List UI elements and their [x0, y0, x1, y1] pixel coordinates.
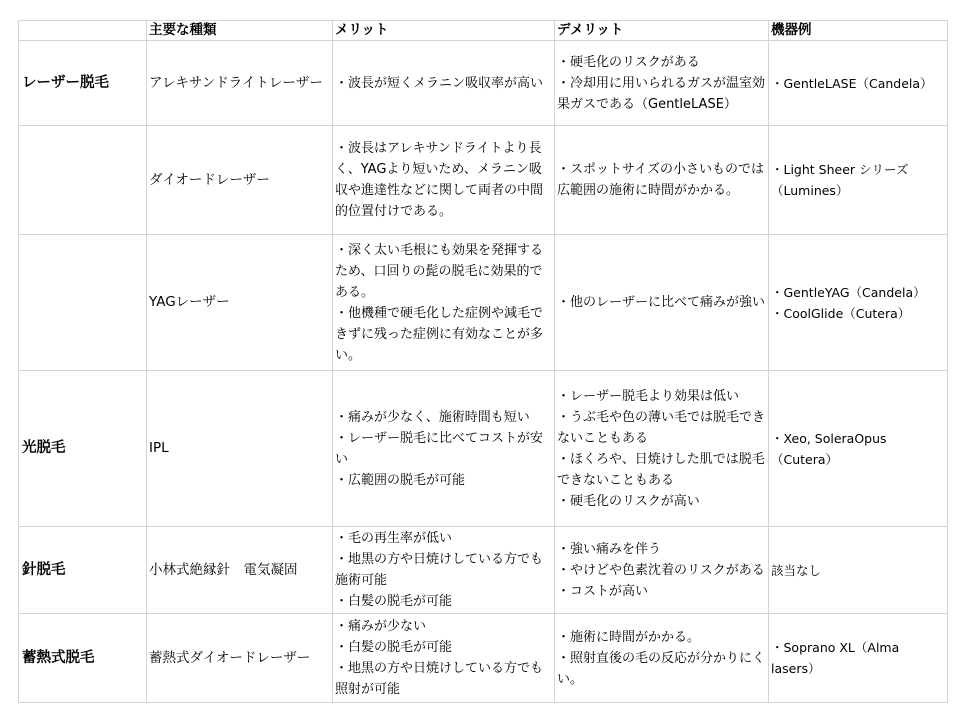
demerits-cell[interactable]: ・施術に時間がかかる。 ・照射直後の毛の反応が分かりにくい。 [555, 614, 769, 703]
header-cell-devices[interactable]: 機器例 [769, 21, 948, 41]
header-cell-demerits[interactable]: デメリット [555, 21, 769, 41]
table-row [19, 235, 948, 371]
demerits-cell[interactable]: ・スポットサイズの小さいものでは広範囲の施術に時間がかかる。 [555, 126, 769, 235]
demerits-cell[interactable]: ・強い痛みを伴う ・やけどや色素沈着のリスクがある ・コストが高い [555, 527, 769, 614]
category-cell[interactable]: 針脱毛 [19, 527, 147, 614]
table-row [19, 614, 948, 703]
devices-cell[interactable]: ・Xeo, SoleraOpus（Cutera） [769, 371, 948, 527]
kind-cell[interactable]: 蓄熱式ダイオードレーザー [147, 614, 333, 703]
kind-cell[interactable]: IPL [147, 371, 333, 527]
demerits-cell[interactable]: ・硬毛化のリスクがある ・冷却用に用いられるガスが温室効果ガスである（GentleLASE） [555, 41, 769, 126]
kind-cell[interactable]: YAGレーザー [147, 235, 333, 371]
devices-cell[interactable]: ・Light Sheer シリーズ（Lumines） [769, 126, 948, 235]
table-row [19, 41, 948, 126]
header-row [19, 21, 948, 41]
category-cell[interactable] [19, 126, 147, 235]
spreadsheet [18, 20, 948, 703]
table-row [19, 371, 948, 527]
header-cell-merits[interactable]: メリット [333, 21, 555, 41]
merits-cell[interactable]: ・痛みが少なく、施術時間も短い ・レーザー脱毛に比べてコストが安い ・広範囲の脱毛が可能 [333, 371, 555, 527]
kind-cell[interactable]: ダイオードレーザー [147, 126, 333, 235]
category-cell[interactable]: レーザー脱毛 [19, 41, 147, 126]
merits-cell[interactable]: ・毛の再生率が低い ・地黒の方や日焼けしている方でも施術可能 ・白髪の脱毛が可能 [333, 527, 555, 614]
kind-cell[interactable]: 小林式絶縁針 電気凝固 [147, 527, 333, 614]
demerits-cell[interactable]: ・レーザー脱毛より効果は低い ・うぶ毛や色の薄い毛では脱毛できないこともある ・ほくろや、日焼けした肌では脱毛できないこともある ・硬毛化のリスクが高い [555, 371, 769, 527]
header-cell-kind[interactable]: 主要な種類 [147, 21, 333, 41]
category-cell[interactable]: 光脱毛 [19, 371, 147, 527]
comparison-table [18, 20, 948, 703]
table-row [19, 527, 948, 614]
category-cell[interactable] [19, 235, 147, 371]
devices-cell[interactable]: ・GentleYAG（Candela） ・CoolGlide（Cutera） [769, 235, 948, 371]
header-cell-blank[interactable] [19, 21, 147, 41]
merits-cell[interactable]: ・波長はアレキサンドライトより長く、YAGより短いため、メラニン吸収や進達性などに関して両者の中間的位置付けである。 [333, 126, 555, 235]
merits-cell[interactable]: ・波長が短くメラニン吸収率が高い [333, 41, 555, 126]
devices-cell[interactable]: 該当なし [769, 527, 948, 614]
category-cell[interactable]: 蓄熱式脱毛 [19, 614, 147, 703]
devices-cell[interactable]: ・GentleLASE（Candela） [769, 41, 948, 126]
demerits-cell[interactable]: ・他のレーザーに比べて痛みが強い [555, 235, 769, 371]
merits-cell[interactable]: ・痛みが少ない ・白髪の脱毛が可能 ・地黒の方や日焼けしている方でも照射が可能 [333, 614, 555, 703]
kind-cell[interactable]: アレキサンドライトレーザー [147, 41, 333, 126]
table-row [19, 126, 948, 235]
devices-cell[interactable]: ・Soprano XL（Alma lasers） [769, 614, 948, 703]
merits-cell[interactable]: ・深く太い毛根にも効果を発揮するため、口回りの髭の脱毛に効果的である。 ・他機種で硬毛化した症例や減毛できずに残った症例に有効なことが多い。 [333, 235, 555, 371]
